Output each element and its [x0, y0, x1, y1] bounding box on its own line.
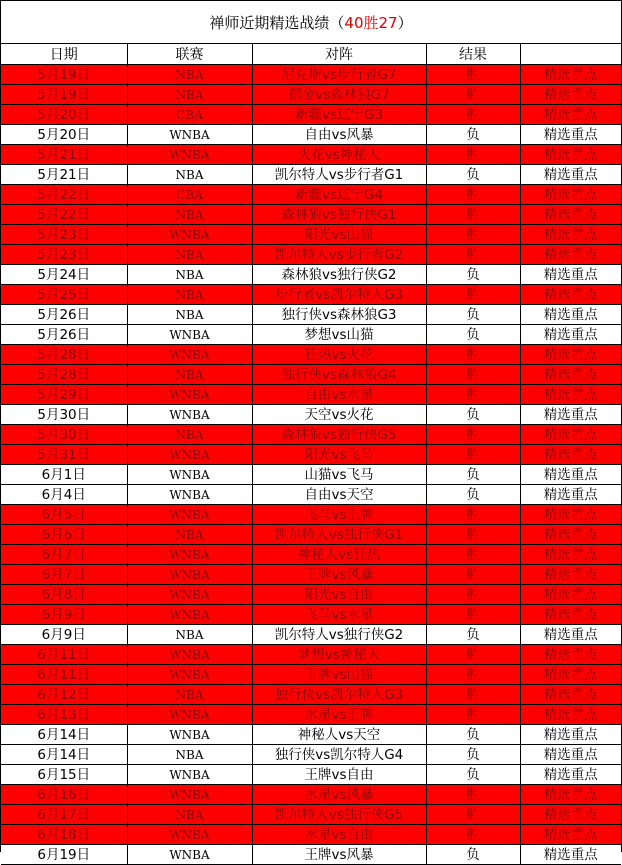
cell-note: 精选重点 [520, 785, 621, 805]
cell-league: WNBA [127, 645, 252, 665]
title-prefix: 禅师近期精选战绩（ [209, 13, 345, 32]
table-row [1, 125, 621, 145]
header-match: 对阵 [252, 44, 426, 65]
cell-match: 独行侠vs森林狼G4 [252, 365, 426, 385]
cell-date: 5月19日 [1, 85, 127, 105]
cell-note: 精选重点 [520, 105, 621, 125]
table-row [1, 225, 621, 245]
cell-result: 胜 [426, 105, 520, 125]
cell-match: 狂热vs火花 [252, 345, 426, 365]
cell-match: 水星vs王牌 [252, 705, 426, 725]
cell-note: 精选重点 [520, 565, 621, 585]
cell-result: 胜 [426, 145, 520, 165]
cell-league: WNBA [127, 405, 252, 425]
table-row [1, 145, 621, 165]
cell-note: 精选重点 [520, 585, 621, 605]
cell-date: 6月4日 [1, 485, 127, 505]
cell-league: WNBA [127, 445, 252, 465]
cell-date: 5月20日 [1, 105, 127, 125]
table-row [1, 325, 621, 345]
cell-league: WNBA [127, 325, 252, 345]
cell-note: 精选重点 [520, 285, 621, 305]
cell-match: 梦想vs神秘人 [252, 645, 426, 665]
table-row [1, 405, 621, 425]
table-row [1, 445, 621, 465]
cell-result: 胜 [426, 585, 520, 605]
cell-result: 胜 [426, 225, 520, 245]
cell-note: 精选重点 [520, 845, 621, 865]
title-record: 40胜27 [344, 13, 398, 32]
cell-note: 精选重点 [520, 825, 621, 845]
cell-note: 精选重点 [520, 185, 621, 205]
table-row [1, 705, 621, 725]
cell-result: 胜 [426, 825, 520, 845]
table-row [1, 85, 621, 105]
cell-note: 精选重点 [520, 545, 621, 565]
cell-league: NBA [127, 245, 252, 265]
cell-result: 胜 [426, 185, 520, 205]
cell-date: 5月19日 [1, 65, 127, 85]
cell-league: WNBA [127, 765, 252, 785]
cell-league: NBA [127, 685, 252, 705]
cell-date: 6月6日 [1, 525, 127, 545]
cell-result: 负 [426, 725, 520, 745]
cell-league: WNBA [127, 125, 252, 145]
table-row [1, 425, 621, 445]
cell-note: 精选重点 [520, 145, 621, 165]
cell-note: 精选重点 [520, 445, 621, 465]
cell-date: 6月14日 [1, 725, 127, 745]
table-row [1, 305, 621, 325]
cell-note: 精选重点 [520, 205, 621, 225]
cell-match: 山猫vs飞马 [252, 465, 426, 485]
cell-note: 精选重点 [520, 525, 621, 545]
cell-note: 精选重点 [520, 365, 621, 385]
cell-league: WNBA [127, 665, 252, 685]
cell-result: 负 [426, 265, 520, 285]
cell-result: 胜 [426, 605, 520, 625]
cell-match: 尼克斯vs步行者G7 [252, 65, 426, 85]
cell-league: WNBA [127, 345, 252, 365]
cell-note: 精选重点 [520, 405, 621, 425]
cell-league: WNBA [127, 145, 252, 165]
cell-date: 6月9日 [1, 625, 127, 645]
table-row [1, 485, 621, 505]
cell-date: 5月23日 [1, 245, 127, 265]
table-row [1, 605, 621, 625]
table-row [1, 785, 621, 805]
cell-note: 精选重点 [520, 485, 621, 505]
cell-league: WNBA [127, 605, 252, 625]
cell-note: 精选重点 [520, 505, 621, 525]
cell-league: NBA [127, 85, 252, 105]
cell-league: NBA [127, 525, 252, 545]
cell-match: 飞马vs水星 [252, 605, 426, 625]
cell-match: 王牌vs自由 [252, 765, 426, 785]
cell-match: 阳光vs自由 [252, 585, 426, 605]
table-row [1, 65, 621, 85]
cell-match: 自由vs水星 [252, 385, 426, 405]
cell-note: 精选重点 [520, 385, 621, 405]
cell-match: 独行侠vs凯尔特人G4 [252, 745, 426, 765]
table-row [1, 265, 621, 285]
header-league: 联赛 [127, 44, 252, 65]
cell-date: 5月26日 [1, 325, 127, 345]
cell-league: NBA [127, 165, 252, 185]
cell-result: 负 [426, 765, 520, 785]
cell-date: 6月12日 [1, 685, 127, 705]
cell-result: 胜 [426, 65, 520, 85]
table-row [1, 725, 621, 745]
table-row [1, 665, 621, 685]
cell-date: 5月30日 [1, 405, 127, 425]
cell-note: 精选重点 [520, 65, 621, 85]
table-row [1, 745, 621, 765]
table-row [1, 385, 621, 405]
cell-result: 胜 [426, 645, 520, 665]
header-note [520, 44, 621, 65]
table-row [1, 585, 621, 605]
cell-note: 精选重点 [520, 665, 621, 685]
cell-date: 5月28日 [1, 345, 127, 365]
cell-date: 6月14日 [1, 745, 127, 765]
cell-date: 5月24日 [1, 265, 127, 285]
cell-note: 精选重点 [520, 465, 621, 485]
cell-result: 胜 [426, 385, 520, 405]
table-row [1, 245, 621, 265]
cell-result: 胜 [426, 425, 520, 445]
cell-note: 精选重点 [520, 605, 621, 625]
cell-result: 胜 [426, 365, 520, 385]
table-row [1, 545, 621, 565]
header-result: 结果 [426, 44, 520, 65]
cell-league: NBA [127, 805, 252, 825]
cell-result: 胜 [426, 345, 520, 365]
table-row [1, 465, 621, 485]
cell-result: 负 [426, 465, 520, 485]
table-row [1, 825, 621, 845]
cell-note: 精选重点 [520, 85, 621, 105]
cell-note: 精选重点 [520, 305, 621, 325]
cell-league: WNBA [127, 705, 252, 725]
cell-note: 精选重点 [520, 685, 621, 705]
cell-match: 步行者vs凯尔特人G3 [252, 285, 426, 305]
cell-result: 负 [426, 485, 520, 505]
cell-date: 5月30日 [1, 425, 127, 445]
cell-league: NBA [127, 625, 252, 645]
cell-note: 精选重点 [520, 745, 621, 765]
cell-date: 6月17日 [1, 805, 127, 825]
cell-match: 水星vs风暴 [252, 785, 426, 805]
cell-match: 神秘人vs狂热 [252, 545, 426, 565]
cell-league: NBA [127, 265, 252, 285]
cell-league: NBA [127, 365, 252, 385]
cell-match: 飞马vs王牌 [252, 505, 426, 525]
cell-match: 凯尔特人vs独行侠G1 [252, 525, 426, 545]
cell-result: 胜 [426, 705, 520, 725]
cell-match: 森林狼vs独行侠G5 [252, 425, 426, 445]
table-row [1, 565, 621, 585]
cell-match: 独行侠vs凯尔特人G3 [252, 685, 426, 705]
table-row [1, 365, 621, 385]
cell-result: 胜 [426, 245, 520, 265]
table-row [1, 185, 621, 205]
cell-league: NBA [127, 425, 252, 445]
cell-date: 5月22日 [1, 205, 127, 225]
cell-note: 精选重点 [520, 705, 621, 725]
table-row [1, 505, 621, 525]
cell-match: 天空vs火花 [252, 405, 426, 425]
cell-league: WNBA [127, 545, 252, 565]
cell-league: WNBA [127, 465, 252, 485]
cell-league: NBA [127, 65, 252, 85]
cell-match: 凯尔特人vs独行侠G2 [252, 625, 426, 645]
cell-result: 胜 [426, 685, 520, 705]
cell-league: WNBA [127, 385, 252, 405]
cell-match: 阳光vs山猫 [252, 225, 426, 245]
table-row [1, 685, 621, 705]
cell-league: NBA [127, 305, 252, 325]
cell-league: WNBA [127, 225, 252, 245]
cell-date: 5月22日 [1, 185, 127, 205]
cell-league: WNBA [127, 505, 252, 525]
cell-date: 6月5日 [1, 505, 127, 525]
cell-league: NBA [127, 745, 252, 765]
cell-result: 胜 [426, 445, 520, 465]
cell-date: 6月19日 [1, 845, 127, 865]
cell-league: WNBA [127, 485, 252, 505]
cell-match: 凯尔特人vs独行侠G5 [252, 805, 426, 825]
cell-match: 神秘人vs天空 [252, 725, 426, 745]
cell-match: 阳光vs飞马 [252, 445, 426, 465]
cell-date: 5月29日 [1, 385, 127, 405]
cell-match: 新疆vs辽宁G4 [252, 185, 426, 205]
cell-match: 掘金vs森林狼G7 [252, 85, 426, 105]
table-row [1, 805, 621, 825]
cell-date: 6月18日 [1, 825, 127, 845]
cell-note: 精选重点 [520, 625, 621, 645]
cell-result: 负 [426, 745, 520, 765]
cell-date: 6月15日 [1, 765, 127, 785]
table-row [1, 845, 621, 865]
cell-result: 胜 [426, 565, 520, 585]
cell-league: CBA [127, 185, 252, 205]
cell-match: 森林狼vs独行侠G2 [252, 265, 426, 285]
cell-note: 精选重点 [520, 345, 621, 365]
cell-match: 王牌vs风暴 [252, 565, 426, 585]
cell-note: 精选重点 [520, 645, 621, 665]
cell-date: 6月13日 [1, 705, 127, 725]
cell-league: NBA [127, 285, 252, 305]
cell-result: 负 [426, 625, 520, 645]
cell-result: 负 [426, 165, 520, 185]
cell-note: 精选重点 [520, 325, 621, 345]
cell-note: 精选重点 [520, 765, 621, 785]
cell-league: WNBA [127, 825, 252, 845]
cell-result: 胜 [426, 505, 520, 525]
cell-note: 精选重点 [520, 425, 621, 445]
title-suffix: ） [397, 13, 413, 32]
cell-result: 胜 [426, 285, 520, 305]
cell-result: 胜 [426, 205, 520, 225]
cell-date: 5月20日 [1, 125, 127, 145]
cell-match: 王牌vs山猫 [252, 665, 426, 685]
table-row [1, 285, 621, 305]
cell-note: 精选重点 [520, 265, 621, 285]
record-rows [1, 65, 621, 865]
table-row [1, 105, 621, 125]
cell-match: 凯尔特人vs步行者G1 [252, 165, 426, 185]
cell-league: NBA [127, 205, 252, 225]
cell-league: WNBA [127, 585, 252, 605]
cell-note: 精选重点 [520, 805, 621, 825]
cell-date: 6月9日 [1, 605, 127, 625]
table-row [1, 165, 621, 185]
cell-league: WNBA [127, 565, 252, 585]
table-row [1, 645, 621, 665]
cell-note: 精选重点 [520, 125, 621, 145]
cell-match: 梦想vs山猫 [252, 325, 426, 345]
cell-note: 精选重点 [520, 725, 621, 745]
cell-league: WNBA [127, 845, 252, 865]
cell-date: 6月8日 [1, 585, 127, 605]
record-table [1, 44, 621, 865]
cell-league: CBA [127, 105, 252, 125]
cell-result: 负 [426, 305, 520, 325]
table-row [1, 205, 621, 225]
cell-match: 水星vs自由 [252, 825, 426, 845]
cell-match: 森林狼vs独行侠G1 [252, 205, 426, 225]
cell-date: 6月7日 [1, 545, 127, 565]
cell-date: 5月21日 [1, 145, 127, 165]
cell-date: 6月1日 [1, 465, 127, 485]
cell-date: 5月26日 [1, 305, 127, 325]
table-row [1, 525, 621, 545]
cell-result: 负 [426, 125, 520, 145]
cell-match: 新疆vs辽宁G3 [252, 105, 426, 125]
cell-note: 精选重点 [520, 245, 621, 265]
cell-match: 自由vs天空 [252, 485, 426, 505]
cell-date: 6月11日 [1, 645, 127, 665]
cell-note: 精选重点 [520, 225, 621, 245]
cell-date: 5月28日 [1, 365, 127, 385]
cell-result: 负 [426, 845, 520, 865]
table-row [1, 765, 621, 785]
cell-result: 胜 [426, 805, 520, 825]
cell-date: 6月16日 [1, 785, 127, 805]
cell-match: 自由vs风暴 [252, 125, 426, 145]
cell-league: WNBA [127, 725, 252, 745]
cell-note: 精选重点 [520, 165, 621, 185]
cell-result: 胜 [426, 525, 520, 545]
cell-date: 6月7日 [1, 565, 127, 585]
cell-result: 负 [426, 325, 520, 345]
header-date: 日期 [1, 44, 127, 65]
cell-result: 负 [426, 405, 520, 425]
cell-date: 5月31日 [1, 445, 127, 465]
cell-date: 5月23日 [1, 225, 127, 245]
cell-date: 6月11日 [1, 665, 127, 685]
cell-date: 5月25日 [1, 285, 127, 305]
header-row [1, 44, 621, 65]
cell-league: WNBA [127, 785, 252, 805]
cell-result: 胜 [426, 85, 520, 105]
cell-result: 胜 [426, 545, 520, 565]
cell-match: 火花vs神秘人 [252, 145, 426, 165]
table-row [1, 345, 621, 365]
cell-match: 王牌vs风暴 [252, 845, 426, 865]
cell-result: 胜 [426, 785, 520, 805]
cell-date: 5月21日 [1, 165, 127, 185]
sheet-title [1, 1, 621, 44]
cell-match: 凯尔特人vs步行者G2 [252, 245, 426, 265]
cell-match: 独行侠vs森林狼G3 [252, 305, 426, 325]
cell-result: 胜 [426, 665, 520, 685]
table-row [1, 625, 621, 645]
